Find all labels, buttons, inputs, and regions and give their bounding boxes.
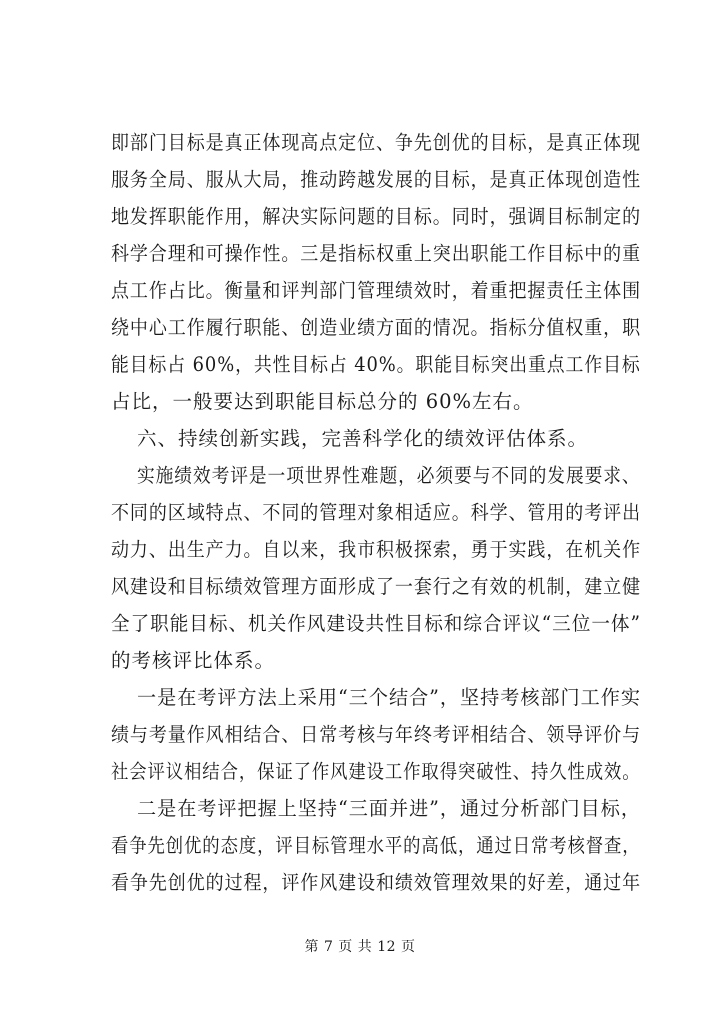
text-line: 看争先创优的态度，评目标管理水平的高低，通过日常考核督查， <box>111 834 641 857</box>
text-line: 风建设和目标绩效管理方面形成了一套行之有效的机制，建立健 <box>111 575 642 598</box>
text-line: 动力、出生产力。自以来，我市积极探索，勇于实践，在机关作 <box>111 538 642 561</box>
text-line: 服务全局、服从大局，推动跨越发展的目标，是真正体现创造性 <box>111 168 642 191</box>
paragraph-start: 二是在考评把握上坚持“三面并进”，通过分析部门目标， <box>137 797 641 820</box>
text-line: 占比，一般要达到职能目标总分的 60%左右。 <box>111 390 534 413</box>
text-line: 点工作占比。衡量和评判部门管理绩效时，着重把握责任主体围 <box>111 279 642 302</box>
text-line: 科学合理和可操作性。三是指标权重上突出职能工作目标中的重 <box>111 242 642 265</box>
section-heading: 六、持续创新实践，完善科学化的绩效评估体系。 <box>137 427 589 450</box>
text-line: 地发挥职能作用，解决实际问题的目标。同时，强调目标制定的 <box>111 205 642 228</box>
text-line: 全了职能目标、机关作风建设共性目标和综合评议“三位一体” <box>111 612 641 635</box>
paragraph-start: 一是在考评方法上采用“三个结合”，坚持考核部门工作实 <box>137 686 641 709</box>
text-line: 绩与考量作风相结合、日常考核与年终考评相结合、领导评价与 <box>111 723 642 746</box>
text-line: 即部门目标是真正体现高点定位、争先创优的目标，是真正体现 <box>111 131 642 154</box>
text-line: 绕中心工作履行职能、创造业绩方面的情况。指标分值权重，职 <box>111 316 642 339</box>
text-line: 看争先创优的过程，评作风建设和绩效管理效果的好差，通过年 <box>111 871 642 894</box>
text-line: 能目标占 60%，共性目标占 40%。职能目标突出重点工作目标 <box>111 353 641 376</box>
page-footer: 第 7 页 共 12 页 <box>304 939 416 955</box>
text-line: 社会评议相结合，保证了作风建设工作取得突破性、持久性成效。 <box>111 760 641 783</box>
paragraph-start: 实施绩效考评是一项世界性难题，必须要与不同的发展要求、 <box>137 464 641 487</box>
text-line: 的考核评比体系。 <box>111 649 276 672</box>
text-line: 不同的区域特点、不同的管理对象相适应。科学、管用的考评出 <box>111 501 642 524</box>
